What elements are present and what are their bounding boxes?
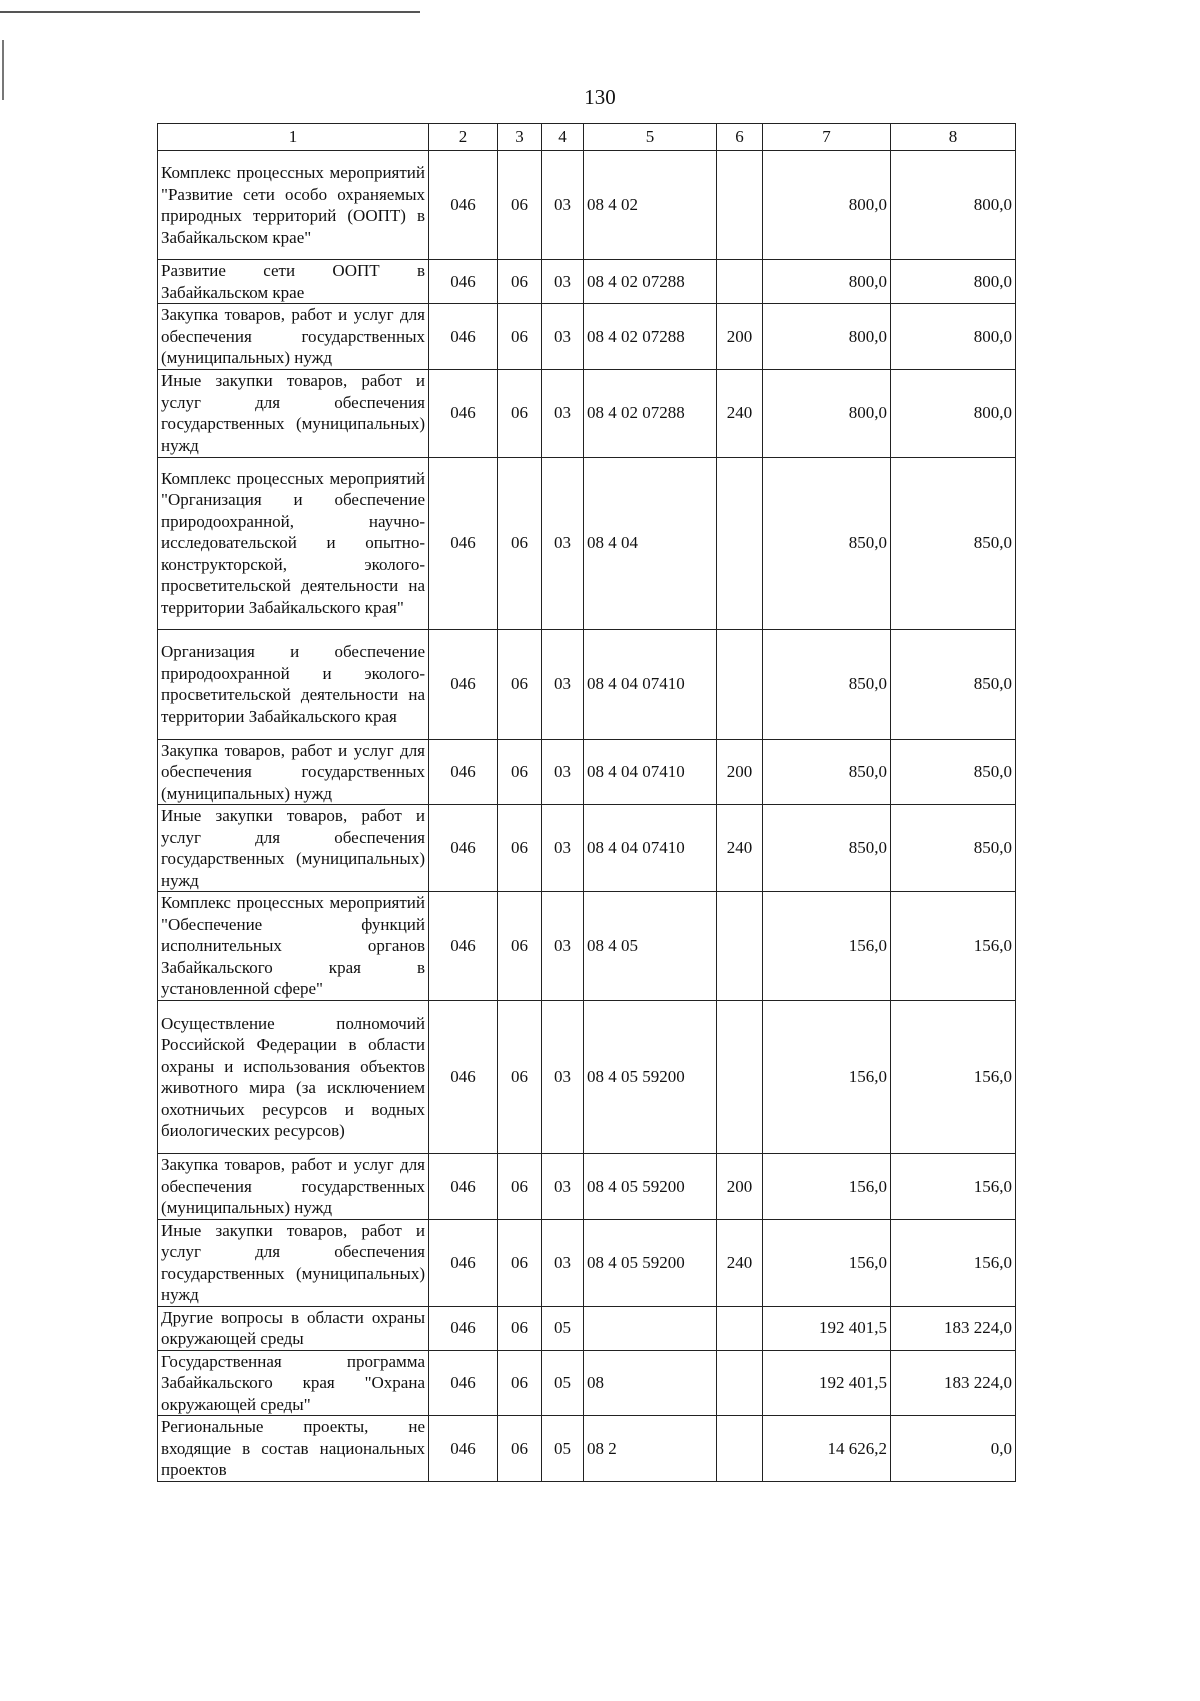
cell-admin-code: 046	[429, 369, 498, 457]
cell-subsection: 03	[542, 369, 584, 457]
cell-target-article: 08 4 05 59200	[584, 1001, 717, 1154]
cell-admin-code: 046	[429, 892, 498, 1001]
cell-section: 06	[498, 1306, 542, 1350]
cell-amount-col8: 183 224,0	[891, 1350, 1016, 1416]
cell-expense-type	[717, 1416, 763, 1482]
cell-admin-code: 046	[429, 739, 498, 805]
cell-section: 06	[498, 1001, 542, 1154]
table-row	[158, 805, 1016, 892]
cell-subsection: 05	[542, 1306, 584, 1350]
header-col-6: 6	[717, 124, 763, 151]
table-body	[158, 151, 1016, 1482]
cell-amount-col8: 800,0	[891, 304, 1016, 370]
cell-section: 06	[498, 629, 542, 739]
cell-subsection: 03	[542, 1154, 584, 1220]
cell-name: Закупка товаров, работ и услуг для обеспечения государственных (муниципальных) нужд	[158, 304, 429, 370]
table-row	[158, 1306, 1016, 1350]
cell-target-article: 08 4 04 07410	[584, 805, 717, 892]
cell-admin-code: 046	[429, 1350, 498, 1416]
cell-amount-col8: 850,0	[891, 457, 1016, 629]
cell-section: 06	[498, 1154, 542, 1220]
header-col-7: 7	[763, 124, 891, 151]
header-col-3: 3	[498, 124, 542, 151]
table-row	[158, 151, 1016, 260]
cell-subsection: 03	[542, 304, 584, 370]
table-row	[158, 369, 1016, 457]
cell-subsection: 03	[542, 1001, 584, 1154]
header-col-8: 8	[891, 124, 1016, 151]
cell-amount-col8: 800,0	[891, 151, 1016, 260]
cell-subsection: 03	[542, 457, 584, 629]
cell-section: 06	[498, 304, 542, 370]
cell-name: Иные закупки товаров, работ и услуг для обеспечения государственных (муниципальных) нужд	[158, 1219, 429, 1306]
cell-subsection: 05	[542, 1416, 584, 1482]
cell-expense-type: 240	[717, 805, 763, 892]
header-col-4: 4	[542, 124, 584, 151]
table-row	[158, 629, 1016, 739]
cell-section: 06	[498, 369, 542, 457]
cell-amount-col8: 800,0	[891, 369, 1016, 457]
cell-amount-col7: 156,0	[763, 1219, 891, 1306]
cell-amount-col7: 800,0	[763, 260, 891, 304]
cell-name: Организация и обеспечение природоохранной и эколого-просветительской деятельности на территории Забайкальского края	[158, 629, 429, 739]
cell-amount-col7: 800,0	[763, 304, 891, 370]
cell-name: Иные закупки товаров, работ и услуг для обеспечения государственных (муниципальных) нужд	[158, 369, 429, 457]
cell-target-article: 08 4 02 07288	[584, 304, 717, 370]
cell-admin-code: 046	[429, 805, 498, 892]
cell-admin-code: 046	[429, 304, 498, 370]
header-col-1: 1	[158, 124, 429, 151]
cell-admin-code: 046	[429, 457, 498, 629]
cell-name: Региональные проекты, не входящие в состав национальных проектов	[158, 1416, 429, 1482]
cell-amount-col8: 850,0	[891, 805, 1016, 892]
cell-amount-col8: 156,0	[891, 892, 1016, 1001]
cell-name: Государственная программа Забайкальского края "Охрана окружающей среды"	[158, 1350, 429, 1416]
scan-border-top	[0, 11, 420, 13]
cell-target-article: 08 4 05 59200	[584, 1219, 717, 1306]
cell-amount-col7: 192 401,5	[763, 1350, 891, 1416]
table-row	[158, 1001, 1016, 1154]
cell-section: 06	[498, 1350, 542, 1416]
cell-target-article: 08 4 02 07288	[584, 369, 717, 457]
header-col-5: 5	[584, 124, 717, 151]
cell-name: Другие вопросы в области охраны окружающей среды	[158, 1306, 429, 1350]
cell-section: 06	[498, 457, 542, 629]
cell-admin-code: 046	[429, 1219, 498, 1306]
cell-admin-code: 046	[429, 1306, 498, 1350]
cell-target-article	[584, 1306, 717, 1350]
cell-expense-type: 200	[717, 304, 763, 370]
cell-name: Закупка товаров, работ и услуг для обеспечения государственных (муниципальных) нужд	[158, 739, 429, 805]
cell-expense-type	[717, 1306, 763, 1350]
table-header-row	[158, 124, 1016, 151]
cell-expense-type	[717, 1350, 763, 1416]
cell-section: 06	[498, 1219, 542, 1306]
cell-name: Комплекс процессных мероприятий "Организация и обеспечение природоохранной, научно-исследовательской и опытно-конструкторской, эколого-просветительской деятельности на территории Забайкальского края"	[158, 457, 429, 629]
cell-name: Иные закупки товаров, работ и услуг для обеспечения государственных (муниципальных) нужд	[158, 805, 429, 892]
cell-expense-type: 240	[717, 1219, 763, 1306]
cell-amount-col7: 14 626,2	[763, 1416, 891, 1482]
cell-amount-col7: 800,0	[763, 151, 891, 260]
cell-amount-col8: 850,0	[891, 629, 1016, 739]
cell-target-article: 08 4 05 59200	[584, 1154, 717, 1220]
cell-subsection: 03	[542, 1219, 584, 1306]
table-row	[158, 1154, 1016, 1220]
cell-target-article: 08	[584, 1350, 717, 1416]
table-row	[158, 1350, 1016, 1416]
cell-amount-col8: 156,0	[891, 1154, 1016, 1220]
cell-admin-code: 046	[429, 629, 498, 739]
header-col-2: 2	[429, 124, 498, 151]
table-row	[158, 1219, 1016, 1306]
cell-amount-col8: 850,0	[891, 739, 1016, 805]
cell-amount-col7: 850,0	[763, 629, 891, 739]
cell-section: 06	[498, 892, 542, 1001]
cell-target-article: 08 4 02 07288	[584, 260, 717, 304]
cell-admin-code: 046	[429, 151, 498, 260]
table-row	[158, 304, 1016, 370]
table-row	[158, 1416, 1016, 1482]
cell-name: Комплекс процессных мероприятий "Обеспечение функций исполнительных органов Забайкальского края в установленной сфере"	[158, 892, 429, 1001]
cell-admin-code: 046	[429, 1416, 498, 1482]
cell-section: 06	[498, 1416, 542, 1482]
cell-target-article: 08 4 02	[584, 151, 717, 260]
cell-expense-type	[717, 629, 763, 739]
cell-expense-type: 200	[717, 739, 763, 805]
cell-amount-col8: 183 224,0	[891, 1306, 1016, 1350]
cell-subsection: 03	[542, 151, 584, 260]
cell-subsection: 05	[542, 1350, 584, 1416]
cell-name: Осуществление полномочий Российской Федерации в области охраны и использования объектов животного мира (за исключением охотничьих ресурсов и водных биологических ресурсов)	[158, 1001, 429, 1154]
cell-admin-code: 046	[429, 1154, 498, 1220]
cell-section: 06	[498, 260, 542, 304]
cell-amount-col7: 850,0	[763, 805, 891, 892]
cell-target-article: 08 4 04 07410	[584, 629, 717, 739]
cell-section: 06	[498, 739, 542, 805]
table-row	[158, 457, 1016, 629]
cell-subsection: 03	[542, 739, 584, 805]
cell-expense-type	[717, 260, 763, 304]
cell-amount-col7: 156,0	[763, 1001, 891, 1154]
cell-amount-col8: 156,0	[891, 1219, 1016, 1306]
cell-expense-type	[717, 1001, 763, 1154]
cell-amount-col7: 192 401,5	[763, 1306, 891, 1350]
cell-amount-col7: 156,0	[763, 892, 891, 1001]
cell-admin-code: 046	[429, 1001, 498, 1154]
cell-expense-type: 200	[717, 1154, 763, 1220]
cell-target-article: 08 4 05	[584, 892, 717, 1001]
page-number: 130	[584, 85, 616, 109]
cell-amount-col7: 156,0	[763, 1154, 891, 1220]
cell-amount-col8: 800,0	[891, 260, 1016, 304]
cell-name: Комплекс процессных мероприятий "Развитие сети особо охраняемых природных территорий (ООПТ) в Забайкальском крае"	[158, 151, 429, 260]
table-row	[158, 892, 1016, 1001]
cell-subsection: 03	[542, 892, 584, 1001]
table-row	[158, 739, 1016, 805]
cell-amount-col7: 800,0	[763, 369, 891, 457]
cell-target-article: 08 4 04	[584, 457, 717, 629]
cell-admin-code: 046	[429, 260, 498, 304]
cell-amount-col7: 850,0	[763, 739, 891, 805]
cell-expense-type	[717, 457, 763, 629]
cell-target-article: 08 4 04 07410	[584, 739, 717, 805]
table-row	[158, 260, 1016, 304]
cell-subsection: 03	[542, 805, 584, 892]
cell-target-article: 08 2	[584, 1416, 717, 1482]
cell-name: Закупка товаров, работ и услуг для обеспечения государственных (муниципальных) нужд	[158, 1154, 429, 1220]
cell-amount-col8: 0,0	[891, 1416, 1016, 1482]
cell-amount-col8: 156,0	[891, 1001, 1016, 1154]
cell-expense-type: 240	[717, 369, 763, 457]
cell-subsection: 03	[542, 629, 584, 739]
budget-table	[157, 123, 1016, 1482]
cell-amount-col7: 850,0	[763, 457, 891, 629]
cell-section: 06	[498, 151, 542, 260]
cell-expense-type	[717, 892, 763, 1001]
cell-expense-type	[717, 151, 763, 260]
cell-subsection: 03	[542, 260, 584, 304]
cell-section: 06	[498, 805, 542, 892]
cell-name: Развитие сети ООПТ в Забайкальском крае	[158, 260, 429, 304]
